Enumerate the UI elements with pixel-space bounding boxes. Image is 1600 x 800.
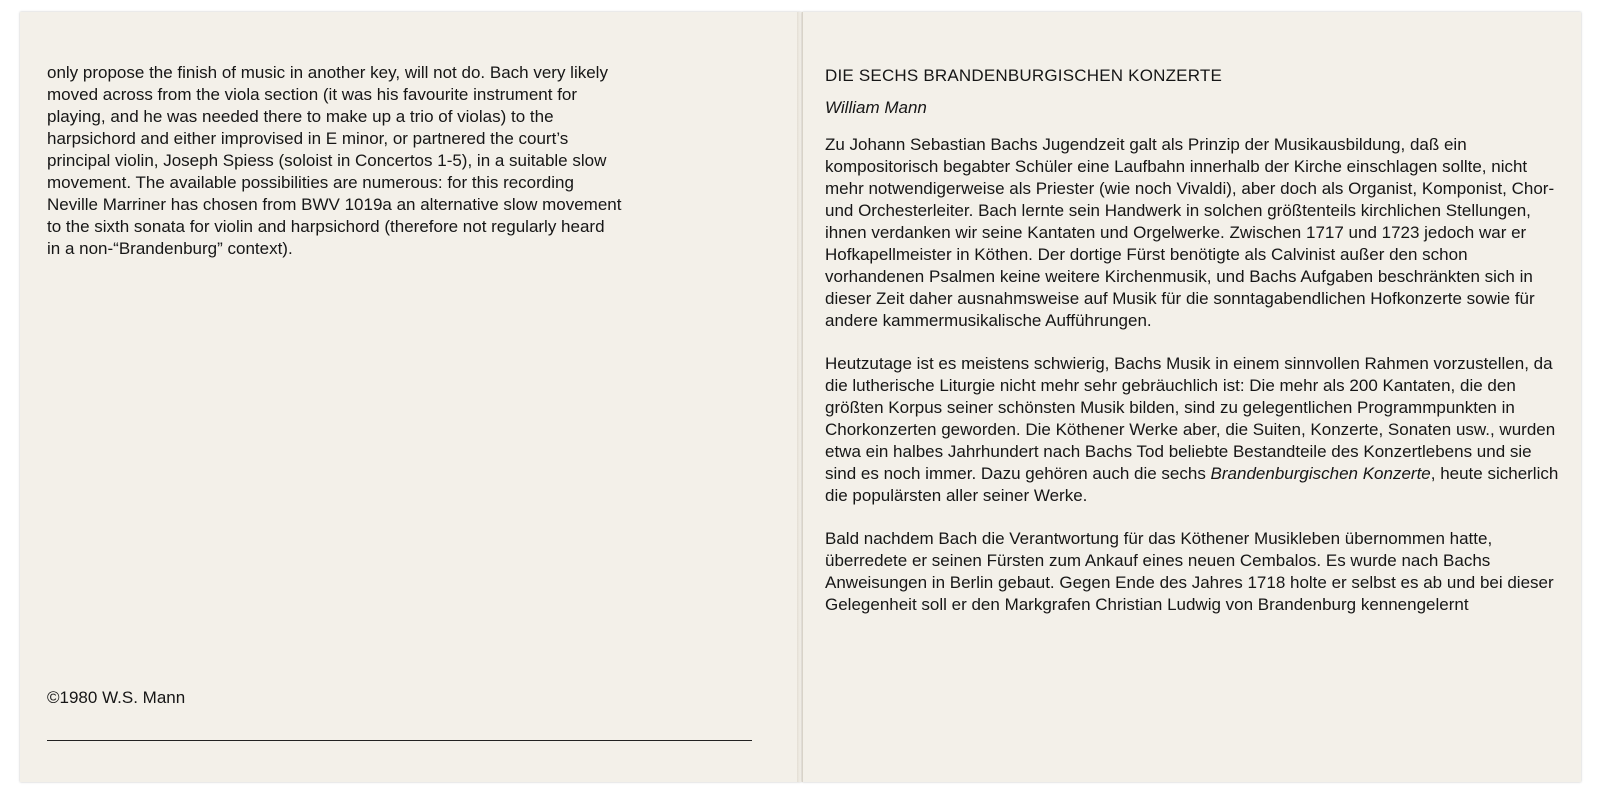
- paragraph-line: Neville Marriner has chosen from BWV 1019a an alternative slow movement: [47, 195, 622, 214]
- paragraph-2: [825, 353, 1565, 507]
- left-page: [20, 12, 801, 782]
- paragraph-line: moved across from the viola section (it was his favourite instrument for: [47, 85, 578, 104]
- paragraph-2-title: Brandenburgischen Konzerte: [1210, 464, 1431, 483]
- paragraph-line: in a non-“Brandenburg” context).: [47, 239, 293, 258]
- paragraph-line: playing, and he was needed there to make up a trio of violas) to the: [47, 107, 554, 126]
- paragraph-2-tail: , heute sicherlich die populärsten aller seiner Werke.: [825, 464, 1559, 505]
- paragraph-line: only propose the finish of music in another key, will not do. Bach very likely: [47, 63, 608, 82]
- author-name: William Mann: [825, 98, 927, 117]
- paragraph-1: Zu Johann Sebastian Bachs Jugendzeit galt als Prinzip der Musikausbildung, daß ein kompositorisch begabter Schüler eine Laufbahn innerhalb der Kirche einschlagen sollte, nicht mehr notwendigerweise als Priester (wie noch Vivaldi), aber doch als Organist, Komponist, Chor- und Orchesterleiter. Bach lernte sein Handwerk in solchen größtenteils kirchlichen Stellungen, ihnen verdanken wir seine Kantaten und Orgelwerke. Zwischen 1717 und 1723 jedoch war er Hofkapellmeister in Köthen. Der dortige Fürst benötigte als Calvinist außer den schon vorhandenen Psalmen keine weitere Kirchenmusik, und Bachs Aufgaben beschränkten sich in dieser Zeit daher ausnahmsweise auf Musik für die sonntagabendlichen Hofkonzerte sowie für andere kammermusikalische Aufführungen.: [825, 135, 1555, 330]
- paragraph-line: principal violin, Joseph Spiess (soloist in Concertos 1-5), in a suitable slow: [47, 151, 607, 170]
- paragraph-line: to the sixth sonata for violin and harpsichord (therefore not regularly heard: [47, 217, 605, 236]
- right-page: [802, 12, 1581, 782]
- english-paragraph: [47, 62, 767, 260]
- german-text: [825, 134, 1565, 637]
- copyright-notice: ©1980 W.S. Mann: [47, 688, 186, 707]
- paragraph-2-text: Heutzutage ist es meistens schwierig, Bachs Musik in einem sinnvollen Rahmen vorzustellen, da die lutherische Liturgie nicht mehr sehr gebräuchlich ist: Die mehr als 200 Kantaten, die den größten Korpus seiner schönsten Musik bilden, sind zu gelegentlichen Programmpunkten in Chorkonzerten geworden. Die Köthener Werke aber, die Suiten, Konzerte, Sonaten usw., wurden etwa ein halbes Jahrhundert nach Bachs Tod beliebte Bestandteile des Konzertlebens und sie sind es noch immer. Dazu gehören auch die sechs: [825, 354, 1556, 483]
- paragraph-3: Bald nachdem Bach die Verantwortung für das Köthener Musikleben übernommen hatte, überredete er seinen Fürsten zum Ankauf eines neuen Cembalos. Es wurde nach Bachs Anweisungen in Berlin gebaut. Gegen Ende des Jahres 1718 holte er selbst es ab und bei dieser Gelegenheit soll er den Markgrafen Christian Ludwig von Brandenburg kennengelernt: [825, 529, 1554, 614]
- page-heading: DIE SECHS BRANDENBURGISCHEN KONZERTE: [825, 66, 1223, 85]
- paragraph-line: harpsichord and either improvised in E minor, or partnered the court’s: [47, 129, 569, 148]
- paragraph-line: movement. The available possibilities are numerous: for this recording: [47, 173, 574, 192]
- divider-rule: [47, 740, 752, 741]
